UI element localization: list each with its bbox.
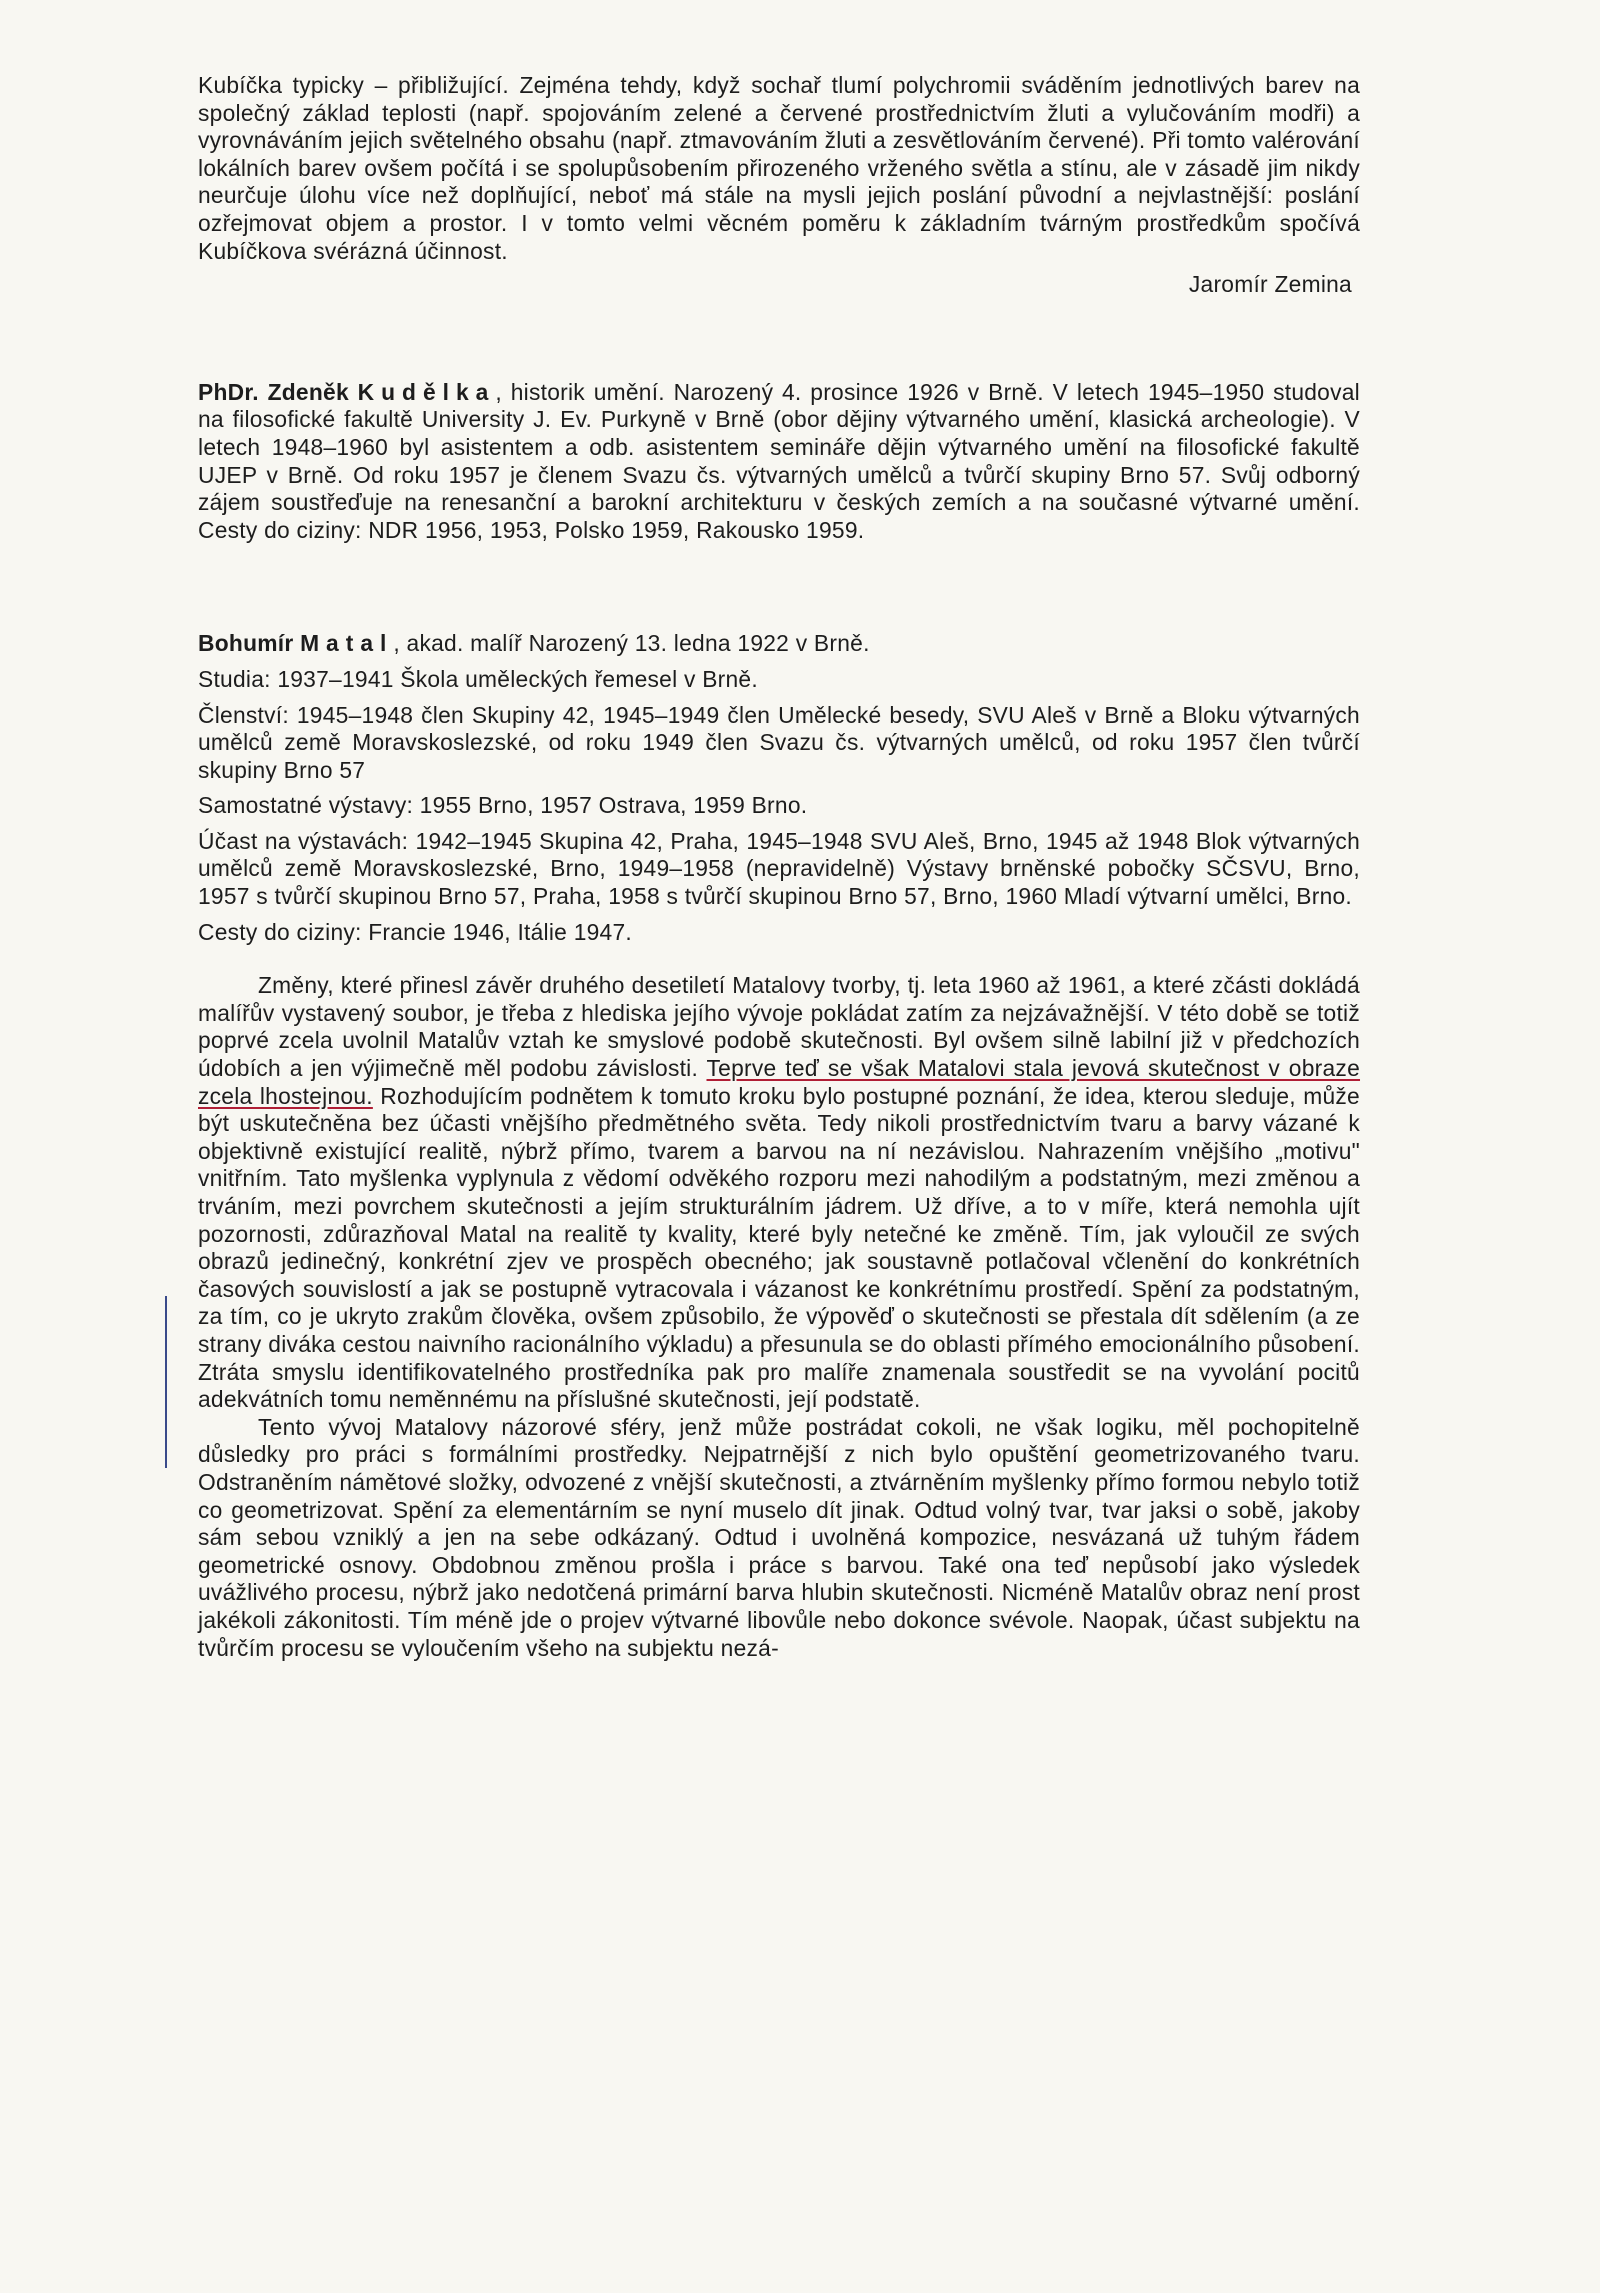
bio-matal-studia (198, 666, 1360, 694)
document-page (198, 72, 1360, 1662)
intro-paragraph: Kubíčka typicky – přibližující. Zejména tehdy, když sochař tlumí polychromii sváděním jednotlivých barev na společný základ teplosti (např. spojováním zelené a červené prostřednictvím žluti a vylučováním modři) a vyrovnáváním jejich světelného obsahu (např. ztmavováním žluti a zesvětlováním červené). Při tomto valérování lokálních barev ovšem počítá i se spolupůsobením přirozeného vrženého světla a stínu, ale v zásadě jim nikdy neurčuje úlohu více než doplňující, neboť má stále na mysli jejich poslání původní a nejvlastnější: poslání ozřejmovat objem a prostor. I v tomto velmi věcném poměru k základním tvárným prostředkům spočívá Kubíčkova svérázná účinnost. (198, 72, 1360, 264)
clenstvi-label: Členství: (198, 701, 289, 728)
bio-matal-surname: Matal (300, 630, 394, 657)
samostatne-label: Samostatné výstavy: (198, 792, 414, 819)
essay-p1-after: Rozhodujícím podnětem k tomuto kroku bylo postupné poznání, že idea, kterou sleduje, může být uskutečněna bez účasti vnějšího předmětného světa. Tedy nikoli prostřednictvím tvaru a barvy vázané k objektivně existující realitě, nýbrž přímo, tvarem a barvou na ní nezávislou. Nahrazením vnějšího „motivu" vnitřním. Tato myšlenka vyplynula z vědomí odvěkého rozporu mezi nahodilým a podstatným, mezi změnou a trváním, mezi povrchem skutečnosti a jejím strukturálním jádrem. Už dříve, a to v míře, která nemohla ujít pozornosti, zdůrazňoval Matal na realitě ty kvality, které byly netečné ke změně. Tím, jak vyloučil ze svých obrazů jedinečný, konkrétní zjev ve prospěch obecného; jak soustavně potlačoval včlenění do konkrétních časových souvislostí a jak se postupně vytracovala i vázanost ke konkrétnímu prostředí. Spění za podstatným, za tím, co je ukryto zrakům člověka, ovšem způsobilo, že výpověď o skutečnosti se přestala dít sdělením (a ze strany diváka cestou naivního racionálního výkladu) a přesunula se do oblasti přímého emocionálního působení. Ztráta smyslu identifikovatelného prostředníka pak pro malíře znamenala soustředit se na vyvolání pocitů adekvátních tomu neměnnému na příslušné skutečnosti, její podstatě. (198, 1082, 1360, 1413)
bio-matal-header (198, 630, 1360, 658)
studia-text: 1937–1941 Škola uměleckých řemesel v Brně. (270, 665, 758, 692)
bio-kudelka (198, 379, 1360, 545)
bio-matal-first-name: Bohumír (198, 630, 294, 657)
bio-kudelka-text: , historik umění. Narozený 4. prosince 1926 v Brně. V letech 1945–1950 studoval na filosofické fakultě University J. Ev. Purkyně v Brně (obor dějiny výtvarného umění, klasická archeologie). V letech 1948–1960 byl asistentem a odb. asistentem semináře dějin výtvarného umění na filosofické fakultě UJEP v Brně. Od roku 1957 je členem Svazu čs. výtvarných umělců a tvůrčí skupiny Brno 57. Svůj odborný zájem soustřeďuje na renesanční a barokní architekturu v českých zemích a na současné výtvarné umění. Cesty do ciziny: NDR 1956, 1953, Polsko 1959, Rakousko 1959. (198, 378, 1360, 543)
bio-matal-clenstvi (198, 702, 1360, 785)
ucast-text: 1942–1945 Skupina 42, Praha, 1945–1948 SVU Aleš, Brno, 1945 až 1948 Blok výtvarných umělců země Moravskoslezské, Brno, 1949–1958 (nepravidelně) Výstavy brněnské pobočky SČSVU, Brno, 1957 s tvůrčí skupinou Brno 57, Praha, 1958 s tvůrčí skupinou Brno 57, Brno, 1960 Mladí výtvarní umělci, Brno. (198, 827, 1360, 910)
underlined-passage: Teprve teď se však Matalovi stala jevová skutečnost v obraze zcela lhostejnou. (198, 1055, 1361, 1109)
bio-matal-samostatne (198, 792, 1360, 820)
bio-kudelka-title: PhDr. (198, 378, 259, 405)
samostatne-text: 1955 Brno, 1957 Ostrava, 1959 Brno. (413, 792, 808, 819)
bio-matal-text: , akad. malíř Narozený 13. ledna 1922 v Brně. (393, 630, 870, 657)
studia-label: Studia: (198, 665, 271, 692)
clenstvi-text: 1945–1948 člen Skupiny 42, 1945–1949 člen Umělecké besedy, SVU Aleš v Brně a Bloku výtvarných umělců země Moravskoslezské, od roku 1949 člen Svazu čs. výtvarných umělců, od roku 1957 člen tvůrčí skupiny Brno 57 (198, 701, 1360, 783)
essay-paragraph-2: Tento vývoj Matalovy názorové sféry, jenž může postrádat cokoli, ne však logiku, měl pochopitelně důsledky pro práci s formálními prostředky. Nejpatrnější z nich bylo opuštění geometrizovaného tvaru. Odstraněním námětové složky, odvozené z vnější skutečnosti, a ztvárněním myšlenky přímo formou nebylo totiž co geometrizovat. Spění za elementárním se nyní muselo dít jinak. Odtud volný tvar, tvar jaksi o sobě, jakoby sám sebou vzniklý a jen na sebe odkázaný. Odtud i uvolněná kompozice, nesvázaná už tuhým řádem geometrické osnovy. Obdobnou změnou prošla i práce s barvou. Také ona teď nepůsobí jako výsledek uvážlivého procesu, nýbrž jako nedotčená primární barva hlubin skutečnosti. Nicméně Matalův obraz není prost jakékoli zákonitosti. Tím méně jde o projev výtvarné libovůle nebo dokonce svévole. Naopak, účast subjektu na tvůrčím procesu se vyloučením všeho na subjektu nezá- (198, 1413, 1360, 1661)
cesty-label: Cesty do ciziny: (198, 918, 362, 945)
essay-paragraph-1 (198, 972, 1360, 1414)
bio-matal-ucast (198, 828, 1360, 911)
bio-kudelka-first-name: Zdeněk (267, 378, 349, 405)
essay-p1-before: Změny, které přinesl závěr druhého desetiletí Matalovy tvorby, tj. leta 1960 až 1961, a které zčásti dokládá malířův vystavený soubor, je třeba z hlediska jejího vývoje pokládat zatím za nejzávažnější. V této době se totiž poprvé zcela uvolnil Matalův vztah ke smyslové podobě skutečnosti. Byl ovšem silně labilní již v předchozích údobích a jen výjimečně měl podobu závislosti. (198, 972, 1360, 1082)
margin-pen-mark (165, 1296, 167, 1468)
ucast-label: Účast na výstavách: (198, 827, 409, 854)
author-signature: Jaromír Zemina (1188, 271, 1352, 298)
bio-kudelka-surname: Kudělka (357, 378, 496, 405)
bio-matal-cesty (198, 919, 1360, 947)
cesty-text: Francie 1946, Itálie 1947. (361, 918, 632, 945)
